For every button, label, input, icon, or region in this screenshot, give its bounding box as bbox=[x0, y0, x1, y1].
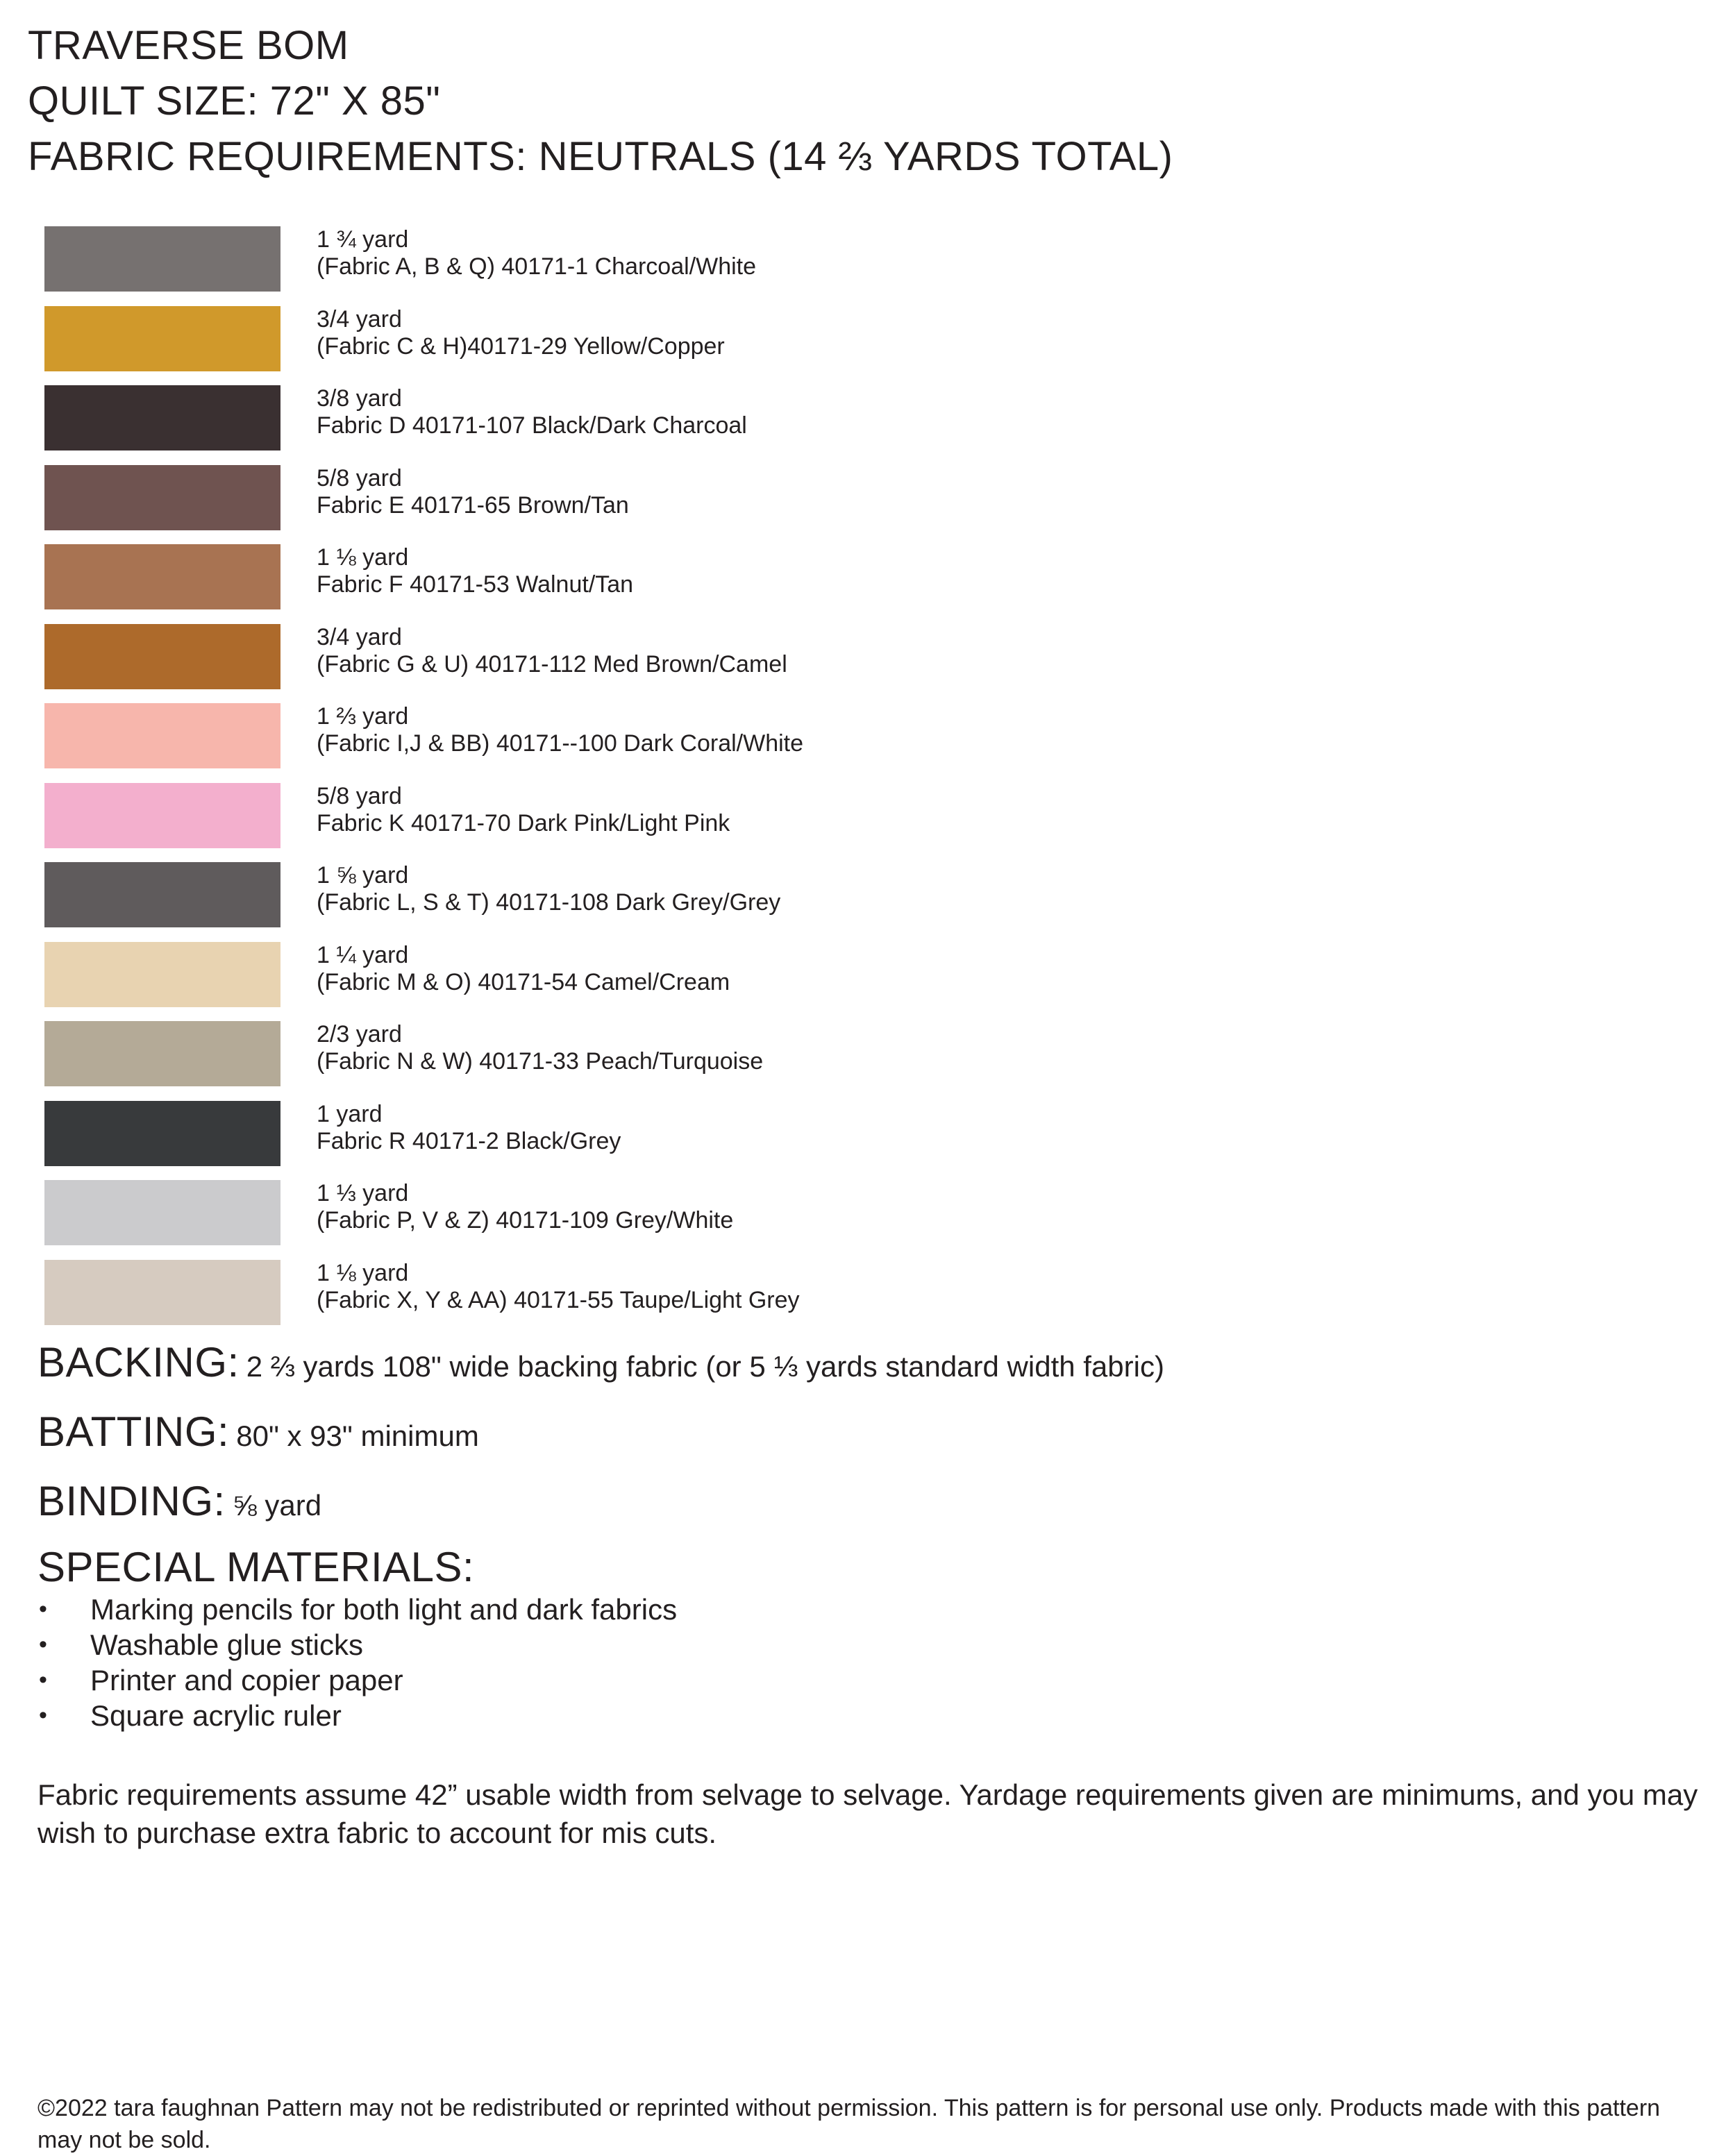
fabric-text bbox=[317, 703, 803, 757]
fabric-text bbox=[317, 862, 780, 916]
list-item-text: Washable glue sticks bbox=[90, 1628, 363, 1661]
fabric-description: Fabric R 40171-2 Black/Grey bbox=[317, 1127, 621, 1154]
fabric-amount: 5/8 yard bbox=[317, 782, 402, 809]
page-title: TRAVERSE BOM bbox=[28, 23, 349, 68]
fabric-description: (Fabric N & W) 40171-33 Peach/Turquoise bbox=[317, 1048, 764, 1075]
fabric-row bbox=[44, 700, 1016, 780]
fabric-row bbox=[44, 939, 1016, 1019]
fabric-description: (Fabric G & U) 40171-112 Med Brown/Camel bbox=[317, 650, 787, 677]
title-block bbox=[28, 18, 1173, 185]
fabric-swatch bbox=[44, 385, 280, 450]
fabric-swatch bbox=[44, 624, 280, 689]
list-item-text: Printer and copier paper bbox=[90, 1664, 403, 1696]
fabric-text bbox=[317, 544, 633, 598]
fabric-amount: 2/3 yard bbox=[317, 1021, 402, 1047]
fabric-row bbox=[44, 859, 1016, 939]
fabric-amount: 3/4 yard bbox=[317, 305, 402, 332]
fabric-swatch bbox=[44, 1101, 280, 1166]
list-item bbox=[37, 1627, 677, 1662]
fabric-row bbox=[44, 303, 1016, 383]
fabric-description: Fabric K 40171-70 Dark Pink/Light Pink bbox=[317, 809, 730, 836]
fabric-row bbox=[44, 1257, 1016, 1337]
fabric-description: Fabric F 40171-53 Walnut/Tan bbox=[317, 571, 634, 598]
fabric-amount: 1 ⅓ yard bbox=[317, 1180, 409, 1206]
fabric-text bbox=[317, 783, 730, 837]
fabric-text bbox=[317, 385, 747, 439]
fabric-note: Fabric requirements assume 42” usable width from selvage to selvage. Yardage requirements given are minimums, and you may wish to purchase extra fabric to account for mis cuts. bbox=[37, 1778, 1698, 1849]
list-item-text: Marking pencils for both light and dark fabrics bbox=[90, 1593, 678, 1626]
fabric-swatch bbox=[44, 1180, 280, 1245]
fabric-description: (Fabric C & H)40171-29 Yellow/Copper bbox=[317, 332, 725, 360]
fabric-description: (Fabric I,J & BB) 40171--100 Dark Coral/White bbox=[317, 730, 804, 757]
fabric-amount: 1 ⅛ yard bbox=[317, 544, 409, 571]
bullet-icon: • bbox=[39, 1702, 47, 1728]
fabric-text bbox=[317, 1260, 800, 1314]
fabric-swatch bbox=[44, 703, 280, 768]
fabric-text bbox=[317, 306, 725, 360]
fabric-description: Fabric D 40171-107 Black/Dark Charcoal bbox=[317, 412, 747, 439]
fabric-row bbox=[44, 462, 1016, 542]
fabric-row bbox=[44, 1177, 1016, 1257]
fabric-row bbox=[44, 621, 1016, 701]
fabric-row bbox=[44, 1098, 1016, 1178]
fabric-description: (Fabric L, S & T) 40171-108 Dark Grey/Grey bbox=[317, 889, 781, 916]
fabric-text bbox=[317, 942, 730, 996]
fabric-amount: 1 ⅝ yard bbox=[317, 862, 409, 888]
batting-section bbox=[37, 1408, 479, 1456]
fabric-amount: 1 yard bbox=[317, 1100, 383, 1127]
fabric-row bbox=[44, 541, 1016, 621]
fabric-swatch bbox=[44, 465, 280, 530]
backing-value: 2 ⅔ yards 108" wide backing fabric (or 5 ⅓ yards standard width fabric) bbox=[246, 1350, 1164, 1383]
bullet-icon: • bbox=[39, 1667, 47, 1693]
fabric-swatch bbox=[44, 1260, 280, 1325]
fabric-description: (Fabric P, V & Z) 40171-109 Grey/White bbox=[317, 1207, 734, 1233]
list-item bbox=[37, 1698, 677, 1733]
fabric-swatch bbox=[44, 226, 280, 292]
fabric-amount: 1 ¾ yard bbox=[317, 226, 409, 253]
fabric-swatch bbox=[44, 942, 280, 1007]
bullet-icon: • bbox=[39, 1596, 47, 1622]
fabric-swatch bbox=[44, 306, 280, 371]
fabric-description: (Fabric M & O) 40171-54 Camel/Cream bbox=[317, 968, 730, 995]
binding-section bbox=[37, 1477, 321, 1525]
batting-label: BATTING: bbox=[37, 1408, 230, 1455]
fabric-amount: 1 ⅛ yard bbox=[317, 1259, 409, 1286]
fabric-row bbox=[44, 224, 1016, 303]
fabric-amount: 3/8 yard bbox=[317, 385, 402, 412]
quilt-size: QUILT SIZE: 72" X 85" bbox=[28, 78, 441, 124]
fabric-text bbox=[317, 1101, 621, 1155]
backing-section bbox=[37, 1338, 1164, 1386]
fabric-swatch bbox=[44, 862, 280, 927]
fabric-amount: 1 ¼ yard bbox=[317, 941, 409, 968]
fabric-description: Fabric E 40171-65 Brown/Tan bbox=[317, 491, 629, 519]
fabric-amount: 3/4 yard bbox=[317, 623, 402, 650]
fabric-amount: 5/8 yard bbox=[317, 464, 402, 491]
backing-label: BACKING: bbox=[37, 1339, 240, 1386]
list-item bbox=[37, 1592, 677, 1627]
list-item-text: Square acrylic ruler bbox=[90, 1699, 342, 1732]
fabric-swatch bbox=[44, 1021, 280, 1086]
special-materials-list bbox=[37, 1592, 677, 1733]
binding-value: ⅝ yard bbox=[232, 1489, 322, 1522]
fabric-text bbox=[317, 1180, 733, 1234]
fabric-amount: 1 ⅔ yard bbox=[317, 703, 409, 730]
fabric-text bbox=[317, 226, 756, 280]
fabric-description: (Fabric A, B & Q) 40171-1 Charcoal/White bbox=[317, 253, 757, 280]
fabric-list bbox=[44, 224, 1016, 1336]
fabric-swatch bbox=[44, 544, 280, 609]
list-item bbox=[37, 1662, 677, 1698]
fabric-text bbox=[317, 465, 629, 519]
special-materials-title: SPECIAL MATERIALS: bbox=[37, 1544, 475, 1590]
fabric-text bbox=[317, 624, 787, 678]
copyright-footer: ©2022 tara faughnan Pattern may not be redistributed or reprinted without permission. This pattern is for personal use only. Products made with this pattern may not be sold. bbox=[37, 2095, 1661, 2153]
batting-value: 80" x 93" minimum bbox=[236, 1420, 479, 1452]
fabric-description: (Fabric X, Y & AA) 40171-55 Taupe/Light Grey bbox=[317, 1286, 800, 1313]
binding-label: BINDING: bbox=[37, 1478, 226, 1524]
fabric-row bbox=[44, 382, 1016, 462]
bullet-icon: • bbox=[39, 1631, 47, 1658]
fabric-row bbox=[44, 780, 1016, 860]
fabric-row bbox=[44, 1018, 1016, 1098]
fabric-text bbox=[317, 1021, 763, 1075]
fabric-requirements-heading: FABRIC REQUIREMENTS: NEUTRALS (14 ⅔ YARDS TOTAL) bbox=[28, 134, 1173, 179]
fabric-swatch bbox=[44, 783, 280, 848]
